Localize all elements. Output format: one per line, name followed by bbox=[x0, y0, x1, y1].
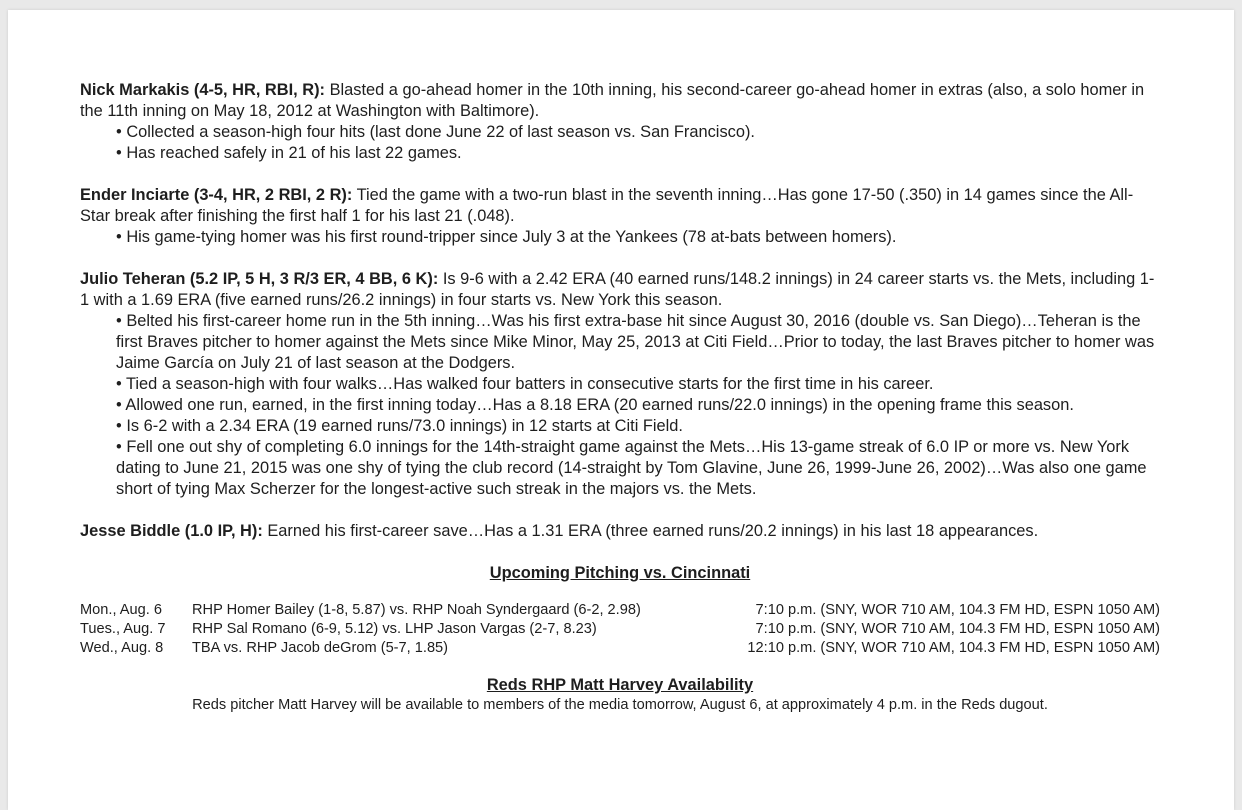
bullet-item bbox=[116, 395, 1160, 416]
bullet-item bbox=[116, 416, 1160, 437]
game-date: Mon., Aug. 6 bbox=[80, 602, 162, 618]
bullet-text: His game-tying homer was his first round-tripper since July 3 at the Yankees (78 at-bats between homers). bbox=[126, 228, 897, 246]
player-heading: Ender Inciarte (3-4, HR, 2 RBI, 2 R): bbox=[80, 186, 353, 204]
note-text: Is 9-6 with a 2.42 ERA (40 earned runs/148.2 innings) in 24 career starts vs. the Mets, including 1-1 with a 1.69 ERA (five earned runs/26.2 innings) in four starts vs. New York this season. bbox=[80, 270, 1155, 309]
player-heading: Nick Markakis (4-5, HR, RBI, R): bbox=[80, 81, 326, 99]
bullet-text: Fell one out shy of completing 6.0 innings for the 14th-straight game against the Mets…His 13-game streak of 6.0 IP or more vs. New York dating to June 21, 2015 was one shy of tying the club record (14-straight by Tom Glavine, June 26, 1999-June 26, 2002)…Was also one game short of tying Max Scherzer for the longest-active such streak in the majors vs. the Mets. bbox=[116, 438, 1147, 498]
note-paragraph bbox=[80, 269, 1160, 311]
bullet-item bbox=[116, 227, 1160, 248]
bullet-item bbox=[116, 122, 1160, 143]
bullet-text: Belted his first-career home run in the 5th inning…Was his first extra-base hit since August 30, 2016 (double vs. San Diego)…Teheran is the first Braves pitcher to homer against the Mets since Mike Minor, May 25, 2013 at Citi Field…Prior to today, the last Braves pitcher to homer was Jaime García on July 21 of last season at the Dodgers. bbox=[116, 312, 1155, 372]
upcoming-pitching-table bbox=[80, 601, 1160, 658]
player-heading: Jesse Biddle (1.0 IP, H): bbox=[80, 522, 263, 540]
player-note bbox=[80, 185, 1160, 248]
document-page bbox=[8, 10, 1234, 810]
player-heading: Julio Teheran (5.2 IP, 5 H, 3 R/3 ER, 4 BB, 6 K): bbox=[80, 270, 439, 288]
pitching-matchup: TBA vs. RHP Jacob deGrom (5-7, 1.85) bbox=[192, 640, 449, 656]
document-content bbox=[80, 80, 1160, 715]
note-bullets bbox=[80, 227, 1160, 248]
bullet-marker: • bbox=[116, 312, 122, 330]
note-text: Tied the game with a two-run blast in the seventh inning…Has gone 17-50 (.350) in 14 games since the All-Star break after finishing the first half 1 for his last 21 (.048). bbox=[80, 186, 1134, 225]
note-text: Blasted a go-ahead homer in the 10th inning, his second-career go-ahead homer in extras (also, a solo homer in the 11th inning on May 18, 2012 at Washington with Baltimore). bbox=[80, 81, 1145, 120]
bullet-item bbox=[116, 374, 1160, 395]
upcoming-pitching-heading: Upcoming Pitching vs. Cincinnati bbox=[489, 564, 751, 582]
bullet-text: Has reached safely in 21 of his last 22 games. bbox=[126, 144, 462, 162]
bullet-text: Allowed one run, earned, in the first inning today…Has a 8.18 ERA (20 earned runs/22.0 innings) in the opening frame this season. bbox=[125, 396, 1074, 414]
bullet-marker: • bbox=[116, 375, 122, 393]
note-bullets bbox=[80, 122, 1160, 164]
note-paragraph bbox=[80, 80, 1160, 122]
player-note bbox=[80, 80, 1160, 164]
table-row bbox=[80, 620, 1160, 639]
table-row bbox=[80, 601, 1160, 620]
pitching-matchup: RHP Homer Bailey (1-8, 5.87) vs. RHP Noah Syndergaard (6-2, 2.98) bbox=[192, 602, 641, 618]
bullet-marker: • bbox=[116, 144, 122, 162]
player-note bbox=[80, 269, 1160, 500]
game-time-broadcast: 7:10 p.m. (SNY, WOR 710 AM, 104.3 FM HD, ESPN 1050 AM) bbox=[755, 602, 1160, 618]
availability-note: Reds pitcher Matt Harvey will be available to members of the media tomorrow, August 6, at approximately 4 p.m. in the Reds dugout. bbox=[192, 697, 1048, 713]
player-note bbox=[80, 521, 1160, 542]
bullet-text: Is 6-2 with a 2.34 ERA (19 earned runs/73.0 innings) in 12 starts at Citi Field. bbox=[126, 417, 683, 435]
pitching-matchup: RHP Sal Romano (6-9, 5.12) vs. LHP Jason Vargas (2-7, 8.23) bbox=[192, 621, 597, 637]
game-time-broadcast: 7:10 p.m. (SNY, WOR 710 AM, 104.3 FM HD, ESPN 1050 AM) bbox=[755, 621, 1160, 637]
note-paragraph bbox=[80, 185, 1160, 227]
bullet-marker: • bbox=[116, 396, 122, 414]
table-row bbox=[80, 639, 1160, 658]
note-bullets bbox=[80, 311, 1160, 500]
note-paragraph bbox=[80, 521, 1160, 542]
availability-heading: Reds RHP Matt Harvey Availability bbox=[486, 676, 754, 694]
bullet-marker: • bbox=[116, 417, 122, 435]
game-date: Tues., Aug. 7 bbox=[80, 621, 166, 637]
bullet-marker: • bbox=[116, 438, 122, 456]
game-time-broadcast: 12:10 p.m. (SNY, WOR 710 AM, 104.3 FM HD, ESPN 1050 AM) bbox=[747, 640, 1160, 656]
bullet-item bbox=[116, 143, 1160, 164]
bullet-marker: • bbox=[116, 123, 122, 141]
bullet-item bbox=[116, 437, 1160, 500]
bullet-marker: • bbox=[116, 228, 122, 246]
note-text: Earned his first-career save…Has a 1.31 ERA (three earned runs/20.2 innings) in his last 18 appearances. bbox=[262, 522, 1039, 540]
bullet-text: Collected a season-high four hits (last done June 22 of last season vs. San Francisco). bbox=[126, 123, 755, 141]
game-date: Wed., Aug. 8 bbox=[80, 640, 164, 656]
bullet-item bbox=[116, 311, 1160, 374]
bullet-text: Tied a season-high with four walks…Has walked four batters in consecutive starts for the first time in his career. bbox=[126, 375, 934, 393]
